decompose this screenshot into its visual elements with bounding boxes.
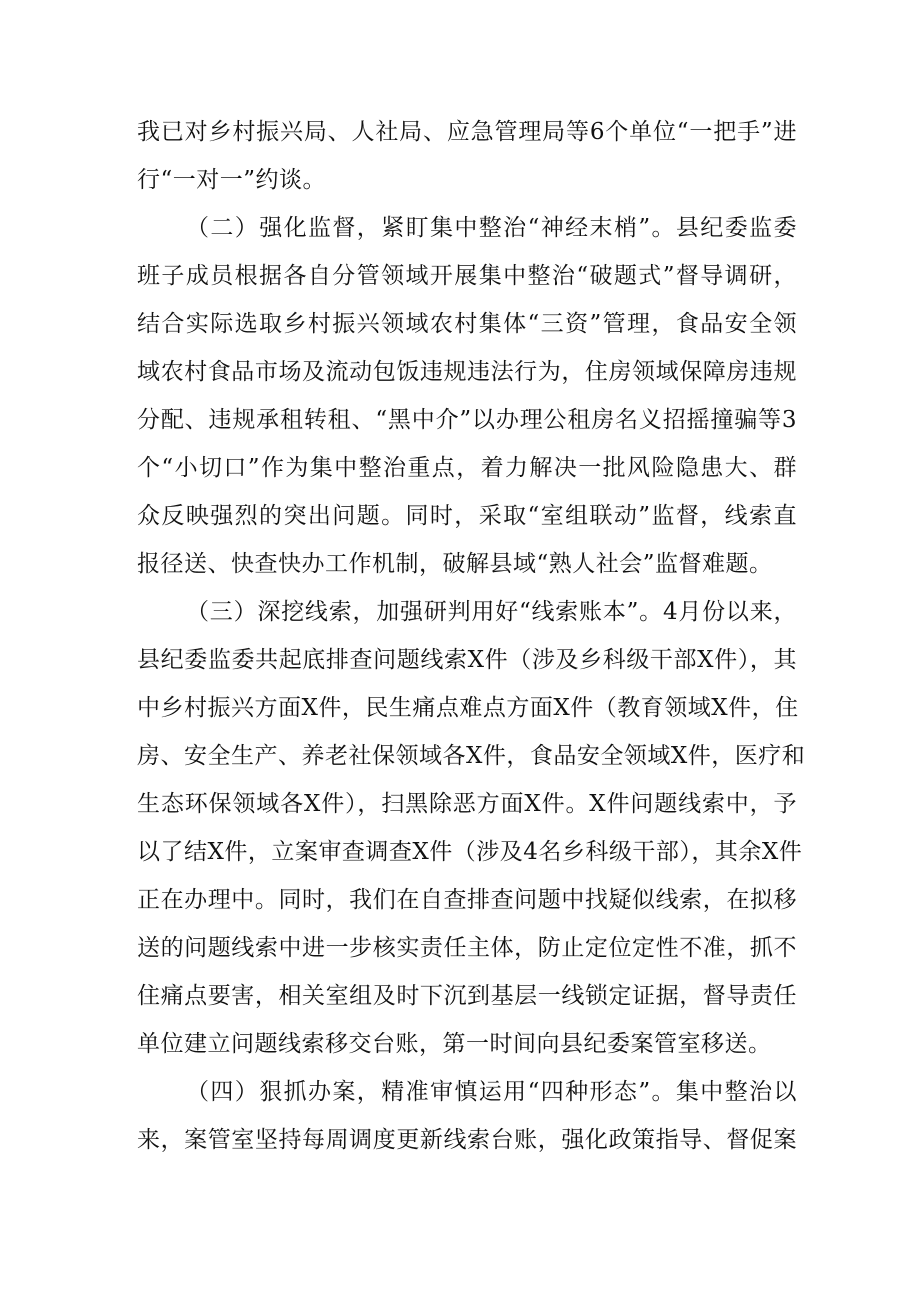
text-line: 生态环保领域各X件），扫黑除恶方面X件。X件问题线索中，予	[137, 791, 797, 817]
section-heading-line: （三）深挖线索，加强研判用好“线索账本”。4月份以来，	[186, 599, 797, 625]
text-line: 以了结X件，立案审查调查X件（涉及4名乡科级干部），其余X件	[137, 839, 803, 865]
section-heading-line: （二）强化监督，紧盯集中整治“神经末梢”。县纪委监委	[186, 215, 797, 241]
text-line: 分配、违规承租转租、“黑中介”以办理公租房名义招摇撞骗等3	[137, 407, 797, 433]
text-line: 我已对乡村振兴局、人社局、应急管理局等6个单位“一把手”进	[137, 119, 797, 145]
text-line: 来，案管室坚持每周调度更新线索台账，强化政策指导、督促案	[137, 1127, 797, 1153]
text-line: 送的问题线索中进一步核实责任主体，防止定位定性不准，抓不	[137, 935, 797, 961]
text-line: 域农村食品市场及流动包饭违规违法行为，住房领域保障房违规	[137, 359, 797, 385]
text-line: 个“小切口”作为集中整治重点，着力解决一批风险隐患大、群	[137, 455, 797, 481]
text-line: 报径送、快查快办工作机制，破解县域“熟人社会”监督难题。	[137, 551, 773, 577]
text-line: 众反映强烈的突出问题。同时，采取“室组联动”监督，线索直	[137, 503, 797, 529]
section-heading-line: （四）狠抓办案，精准审慎运用“四种形态”。集中整治以	[186, 1079, 797, 1105]
text-line: 结合实际选取乡村振兴领域农村集体“三资”管理，食品安全领	[137, 311, 797, 337]
text-line: 房、安全生产、养老社保领域各X件，食品安全领域X件，医疗和	[137, 743, 806, 769]
text-line: 县纪委监委共起底排查问题线索X件（涉及乡科级干部X件），其	[137, 647, 797, 673]
text-line: 中乡村振兴方面X件，民生痛点难点方面X件（教育领域X件，住	[137, 695, 799, 721]
text-line: 正在办理中。同时，我们在自查排查问题中找疑似线索，在拟移	[137, 887, 797, 913]
text-line: 住痛点要害，相关室组及时下沉到基层一线锁定证据，督导责任	[137, 983, 797, 1009]
text-line: 班子成员根据各自分管领域开展集中整治“破题式”督导调研，	[137, 263, 797, 289]
text-line: 单位建立问题线索移交台账，第一时间向县纪委案管室移送。	[137, 1031, 772, 1057]
text-line: 行“一对一”约谈。	[137, 167, 327, 193]
